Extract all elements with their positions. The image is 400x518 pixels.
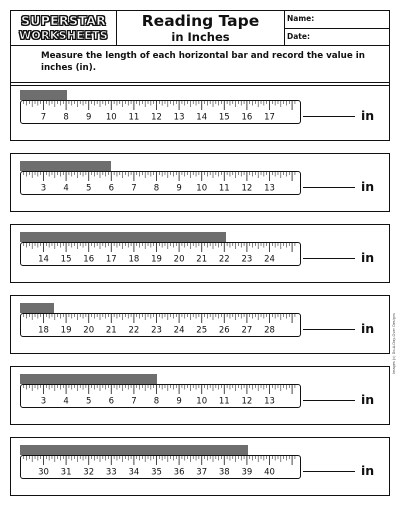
date-field[interactable]: Date: xyxy=(287,31,310,41)
ruler-tick-label: 8 xyxy=(153,396,160,406)
ruler-tick-label: 37 xyxy=(196,467,208,477)
ruler-tick-label: 18 xyxy=(128,254,140,264)
ruler-ticks xyxy=(21,243,299,264)
title-block xyxy=(117,11,285,45)
tape-ruler xyxy=(20,313,301,337)
ruler-tick-label: 16 xyxy=(83,254,95,264)
ruler-tick-label: 36 xyxy=(173,467,185,477)
ruler-tick-label: 9 xyxy=(176,396,182,406)
problem-4 xyxy=(10,295,390,354)
ruler-tick-label: 5 xyxy=(85,396,92,406)
worksheet-header xyxy=(10,10,390,46)
ruler-tick-label: 34 xyxy=(128,467,140,477)
ruler-tick-label: 3 xyxy=(40,396,47,406)
ruler-tick-label: 32 xyxy=(83,467,95,477)
ruler-tick-label: 4 xyxy=(63,396,69,406)
ruler-tick-label: 14 xyxy=(196,112,208,122)
ruler-tick-label: 9 xyxy=(85,112,92,122)
ruler-tick-label: 24 xyxy=(264,254,275,264)
unit-label: in xyxy=(361,463,375,478)
ruler-tick-label: 13 xyxy=(264,396,275,406)
ruler-tick-label: 12 xyxy=(241,183,253,193)
ruler-tick-label: 39 xyxy=(241,467,253,477)
ruler-ticks xyxy=(21,172,299,193)
ruler-ticks xyxy=(21,456,299,477)
ruler-tick-label: 20 xyxy=(83,325,95,335)
ruler-tick-label: 11 xyxy=(128,112,140,122)
ruler-tick-label: 15 xyxy=(218,112,230,122)
ruler-tick-label: 28 xyxy=(264,325,275,335)
measure-bar xyxy=(20,374,157,384)
ruler-tick-label: 21 xyxy=(196,254,208,264)
ruler-tick-label: 35 xyxy=(151,467,162,477)
ruler-tick-label: 40 xyxy=(264,467,275,477)
ruler-tick-label: 17 xyxy=(105,254,117,264)
ruler-tick-label: 7 xyxy=(131,183,137,193)
ruler-tick-label: 13 xyxy=(173,112,185,122)
ruler-tick-label: 4 xyxy=(63,183,69,193)
unit-label: in xyxy=(361,179,375,194)
ruler-tick-label: 24 xyxy=(173,325,185,335)
ruler-ticks xyxy=(21,314,299,335)
ruler-tick-label: 18 xyxy=(38,325,49,335)
ruler-tick-label: 11 xyxy=(218,183,230,193)
ruler-tick-label: 16 xyxy=(241,112,253,122)
unit-label: in xyxy=(361,392,375,407)
ruler-tick-label: 14 xyxy=(38,254,49,264)
logo-line-1: SUPERSTAR xyxy=(20,13,107,28)
measure-bar xyxy=(20,161,111,171)
worksheet-subtitle: in Inches xyxy=(171,29,230,44)
ruler-tick-label: 22 xyxy=(218,254,230,264)
ruler-tick-label: 31 xyxy=(60,467,72,477)
ruler-tick-label: 7 xyxy=(40,112,47,122)
ruler-tick-label: 3 xyxy=(40,183,47,193)
ruler-tick-label: 23 xyxy=(241,254,253,264)
logo-line-2: WORKSHEETS xyxy=(18,29,109,42)
tape-ruler xyxy=(20,171,301,195)
ruler-tick-label: 7 xyxy=(131,396,137,406)
superstar-worksheets-logo xyxy=(11,11,117,45)
problem-3 xyxy=(10,224,390,283)
answer-blank[interactable] xyxy=(303,187,355,188)
ruler-tick-label: 6 xyxy=(108,396,115,406)
ruler-tick-label: 10 xyxy=(196,396,208,406)
name-field[interactable]: Name: xyxy=(285,11,389,29)
ruler-tick-label: 9 xyxy=(176,183,182,193)
answer-blank[interactable] xyxy=(303,329,355,330)
ruler-tick-label: 25 xyxy=(196,325,208,335)
tape-ruler xyxy=(20,455,301,479)
measure-bar xyxy=(20,90,67,100)
student-fields xyxy=(285,11,389,45)
measure-bar xyxy=(20,232,226,242)
ruler-ticks xyxy=(21,101,299,122)
ruler-tick-label: 20 xyxy=(173,254,185,264)
ruler-tick-label: 12 xyxy=(241,396,253,406)
tape-ruler xyxy=(20,100,301,124)
ruler-tick-label: 26 xyxy=(218,325,230,335)
measure-bar xyxy=(20,303,54,313)
ruler-ticks xyxy=(21,385,299,406)
image-credit: Images (c) Do-A-Day-Over Designs xyxy=(392,313,396,374)
ruler-tick-label: 33 xyxy=(105,467,117,477)
ruler-tick-label: 22 xyxy=(128,325,140,335)
problem-6 xyxy=(10,437,390,496)
ruler-tick-label: 15 xyxy=(60,254,72,264)
ruler-tick-label: 38 xyxy=(218,467,230,477)
ruler-tick-label: 19 xyxy=(151,254,162,264)
unit-label: in xyxy=(361,250,375,265)
ruler-tick-label: 12 xyxy=(151,112,162,122)
ruler-tick-label: 13 xyxy=(264,183,275,193)
ruler-tick-label: 17 xyxy=(264,112,275,122)
ruler-tick-label: 6 xyxy=(108,183,115,193)
answer-blank[interactable] xyxy=(303,471,355,472)
ruler-tick-label: 30 xyxy=(38,467,49,477)
instructions: Measure the length of each horizontal bar and record the value in inches (in). xyxy=(10,46,390,86)
ruler-tick-label: 23 xyxy=(151,325,162,335)
unit-label: in xyxy=(361,321,375,336)
ruler-tick-label: 8 xyxy=(153,183,160,193)
worksheet-title: Reading Tape xyxy=(141,11,260,30)
ruler-tick-label: 5 xyxy=(85,183,92,193)
tape-ruler xyxy=(20,242,301,266)
ruler-tick-label: 10 xyxy=(196,183,208,193)
problem-5 xyxy=(10,366,390,425)
problem-1 xyxy=(10,82,390,141)
answer-blank[interactable] xyxy=(303,116,355,117)
answer-blank[interactable] xyxy=(303,400,355,401)
ruler-tick-label: 19 xyxy=(60,325,72,335)
unit-label: in xyxy=(361,108,375,123)
problem-2 xyxy=(10,153,390,212)
ruler-tick-label: 11 xyxy=(218,396,230,406)
ruler-tick-label: 10 xyxy=(105,112,117,122)
ruler-tick-label: 21 xyxy=(105,325,117,335)
measure-bar xyxy=(20,445,248,455)
tape-ruler xyxy=(20,384,301,408)
ruler-tick-label: 8 xyxy=(63,112,69,122)
answer-blank[interactable] xyxy=(303,258,355,259)
ruler-tick-label: 27 xyxy=(241,325,253,335)
